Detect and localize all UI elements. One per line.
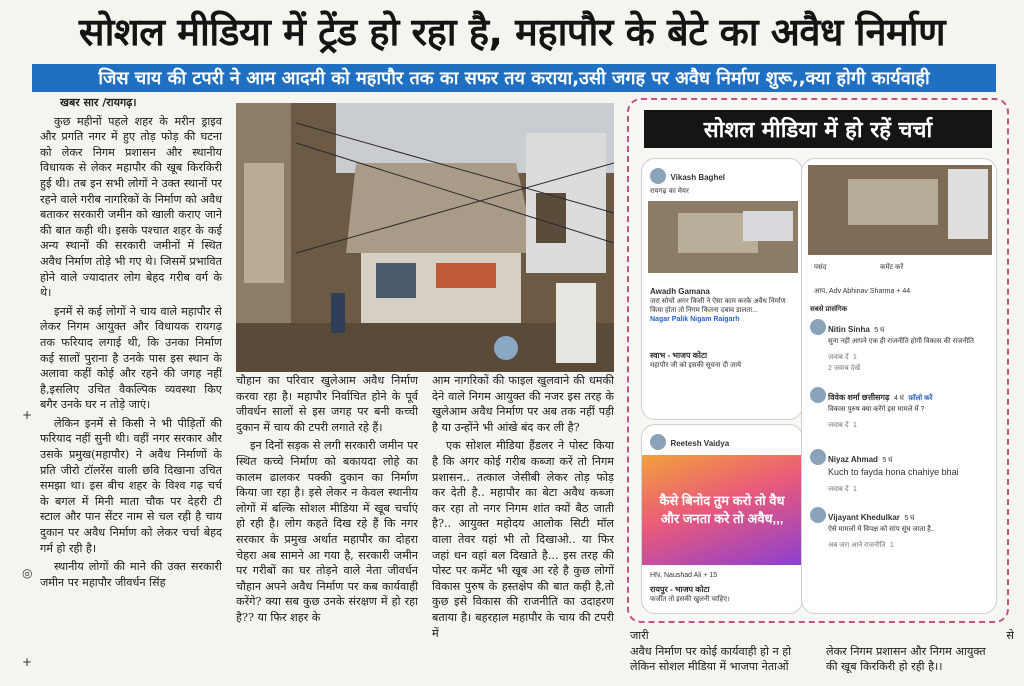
comment-button[interactable]: कमेंट करें	[880, 264, 904, 271]
text-line: लेकिन सोशल मीडिया में भाजपा नेताओं	[630, 660, 789, 674]
jump-label: से	[1006, 629, 1014, 642]
construction-photo	[236, 103, 614, 372]
comment-time: 4 घं	[893, 395, 904, 402]
article-column-2	[236, 373, 418, 686]
reply-button[interactable]: जवाब दें	[828, 422, 849, 429]
reaction-count: 1	[853, 354, 857, 361]
headline: सोशल मीडिया में ट्रेंड हो रहा है, महापौर के बेटे का अवैध निर्माण	[78, 10, 946, 54]
page-link[interactable]: Nagar Palik Nigam Raigarh	[650, 316, 740, 323]
comment-author: Awadh Gamana	[650, 287, 710, 296]
text-line: अवैध निर्माण पर कोई कार्यवाही हो न हो	[630, 644, 792, 658]
paragraph: लेकिन इनमें से किसी ने भी पीड़ितों की फरियाद नहीं सुनी थी। वहीं नगर सरकार और उसके प्रमुख(महापौर) ने अवैध निर्माणों के प्रति जीरो टॉलरेंस वाली छवि दिखाना उचित समझा था। इस बीच शहर के विश्व गढ़ चर्च के बगल में मिनी माता चौक पर देहरी टी स्टाल और पान सेंटर नाम से चल रही है चाय दुकान पर अवैध निर्माण को लेकर चर्चा बेहद गर्म हो रही है।	[40, 416, 222, 555]
comment-author: Nitin Sinha	[828, 325, 870, 334]
screenshot-post-1	[641, 158, 803, 420]
comment-time: 5 घं	[904, 515, 915, 522]
crosshair-icon: ◎	[22, 566, 33, 580]
post-author: Vikash Baghel	[670, 173, 725, 182]
paragraph: चौहान का परिवार खुलेआम अवैध निर्माण करवा रहा है। महापौर निर्वाचित होने के पूर्व जीवर्धन सालों से इस जगह पर बनी कच्ची दुकान में चाय की टपरी लगाते रहे हैं।	[236, 374, 418, 434]
comment-text: जरा सोचो अगर किसी ने ऐसा काम करके अवैध निर्माण किया होता तो निगम कितना दबाव डालता...	[650, 298, 786, 314]
paragraph: एक सोशल मीडिया हैंडलर ने पोस्ट किया है कि अगर कोई गरीब कब्जा करें तो निगम प्रशासन.. तत्काल जेसीबी लेकर तोड़ फोड़ कर देती है.. महापौर का बेटा अवैध कब्जा कर रहा तो नगर निगम शांत क्यों बैठ जाती है?.. आयुक्त महोदय आलोक सिटी मॉल वाला तेवर यहां भी तो दिखाओ.. या फिर जहां धन वहां बल दिखाते है... इस तरह की पोस्ट पर कमेंट भी खूब आ रहे है कुछ लोगों विकास पुरुष के हस्तक्षेप की बात कही है,तो कुछ इसे विकास की राजनीति का उदाहरण बताया है। बहरहाल महापौर के चाय की टपरी में	[432, 439, 614, 640]
avatar	[650, 434, 666, 450]
paragraph: कुछ महीनों पहले शहर के मरीन ड्राइव और प्रगति नगर में हुए तोड़ फोड़ की घटना को लेकर निगम प्रशासन और स्थानीय विधायक से लेकर महापौर की खूब किरकिरी हुई थी। तब इन सभी लोगों ने उक्त स्थानों पर रहने वाले गरीब नागरिकों के निर्माण को अवैध बताकर सरकारी जमीन को खाली कराए जाने की बात कही थी। इसके पश्चात शहर के कई अन्य स्थानों की सरकारी जमीनों में स्थित अवैध निर्माण तोड़े भी गए थे। जिसमें प्रभावित होने वाले ज्यादातर लोग बेहद गरीब वर्ग के थे।	[40, 114, 222, 300]
reaction-count: आप, Adv Abhinav Sharma + 44	[814, 288, 911, 295]
crosshair-icon: +	[22, 655, 33, 669]
post-author: Reetesh Vaidya	[670, 439, 730, 448]
paragraph: इनमें से कई लोगों ने चाय वाले महापौर से लेकर निगम आयुक्त और विधायक रायगढ़ तक फरियाद लगाई थी, कि उनका निर्माण कई सालों पुराना है उनके पास इस स्थान के अलावा कहीं कोई और रहने की जगह नहीं है,इसलिए उचित वैकल्पिक व्यवस्था किए बगैर उनके घर न तोड़े जाएं।	[40, 304, 222, 412]
reaction-count: 1	[853, 486, 857, 493]
sort-label[interactable]: सबसे प्रासंगिक	[810, 306, 848, 313]
avatar	[810, 387, 826, 403]
subheadline: जिस चाय की टपरी ने आम आदमी को महापौर तक का सफर तय कराया,उसी जगह पर अवैध निर्माण शुरू,,क्या होगी कार्यवाही	[32, 64, 996, 92]
comment-text: विकास पुरुष क्या करेंगे इस मामले में ?	[828, 406, 925, 413]
comment-author: रायपुर - भाजप कोटा	[650, 585, 710, 594]
screenshot-post-2	[641, 424, 803, 614]
comment-text: सुना नहीं आपने एक ही राजनीति होगी विकास की राजनीति	[828, 338, 974, 345]
text-line: लेकर निगम प्रशासन और निगम आयुक्त	[826, 644, 986, 658]
text-line: की खूब किरकिरी हो रही है।।	[826, 660, 943, 674]
like-button[interactable]: पसंद	[814, 264, 827, 271]
comment-text: Kuch to fayda hona chahiye bhai	[828, 467, 959, 477]
comment-text: महापौर जी को इसकी सूचना दी जाये	[650, 362, 742, 369]
dateline: खबर सार /रायगढ़।	[60, 96, 137, 109]
jump-label: जारी	[630, 629, 649, 642]
continuation-left	[630, 628, 818, 686]
comment-time: 5 घं	[882, 457, 893, 464]
paragraph: इन दिनों सड़क से लगी सरकारी जमीन पर स्थित कच्चे निर्माण को बकायदा लोहे का कालम ढालकर पक्की दुकान का निर्माण किया जा रहा है। इसे लेकर न केवल स्थानीय लोगों में बल्कि सोशल मीडिया में खूब चर्चाएं हो रही है। लोग कहते दिख रहे हैं कि नगर सरकार के प्रमुख अर्थात महापौर का दोहरा चेहरा अब सामने आ गया है, सरकारी जमीन पर गरीबों का घर तोड़ने वाले नेता जीवर्धन चौहान अपने अवैध निर्माण पर कब कार्यवाही करेंगे? क्या सब कुछ उनके संरक्षण में हो रहा है?? या फिर शहर के	[236, 439, 418, 624]
sidebar-title: सोशल मीडिया में हो रहें चर्चा	[644, 110, 992, 148]
avatar	[810, 507, 826, 523]
follow-button[interactable]: फ़ॉलो करें	[908, 395, 933, 402]
avatar	[810, 319, 826, 335]
post-caption: रायगढ़ का मेयर	[650, 188, 689, 195]
reaction-count: 1	[889, 542, 894, 549]
reaction-count: HN, Naushad Ali + 15	[650, 572, 718, 579]
paragraph: स्थानीय लोगों की माने की उक्त सरकारी जमीन पर महापौर जीवर्धन सिंह	[40, 560, 222, 589]
comment-author: Niyaz Ahmad	[828, 455, 878, 464]
social-media-sidebar	[627, 98, 1009, 623]
article-column-3	[432, 373, 614, 686]
continuation-right	[826, 628, 1014, 686]
article-column-1	[40, 95, 222, 686]
comment-text: फर्जीत तो इसकी खुलनी चाहिए।	[650, 596, 730, 603]
post-photo	[808, 165, 992, 255]
reply-button[interactable]: जवाब दें	[828, 486, 849, 493]
screenshot-post-3	[801, 158, 997, 614]
reply-button[interactable]: अब जरा आने राजनीति	[828, 542, 886, 549]
view-replies-link[interactable]: 2 जवाब देखें	[828, 365, 861, 372]
reaction-count: 1	[853, 422, 857, 429]
post-photo	[648, 201, 798, 273]
comment-author: स्वाभ - भाजप कोटा	[650, 351, 708, 360]
avatar	[650, 168, 666, 184]
crosshair-icon: +	[22, 408, 33, 422]
comment-author: विवेक शर्मा छत्तीसगढ़	[828, 393, 890, 402]
paragraph: आम नागरिकों की फाइल खुलवाने की धमकी देने वाले निगम आयुक्त की नजर इस तरह के खुलेआम अवैध निर्माण पर अब तक नहीं पड़ी है या उन्होंने भी आंखे बंद कर ली है?	[432, 374, 614, 434]
comment-author: Vijayant Khedulkar	[828, 513, 900, 522]
avatar	[810, 449, 826, 465]
comment-time: 5 घं	[874, 327, 885, 334]
reply-button[interactable]: जवाब दें	[828, 354, 849, 361]
gradient-text-post: कैसे बिनोद तुम करो तो वैध और जनता करे तो अवैध,,,	[642, 455, 802, 565]
comment-text: ऐसे मामलों में विपक्ष को सांप सूंघ जाता है..	[828, 526, 935, 533]
